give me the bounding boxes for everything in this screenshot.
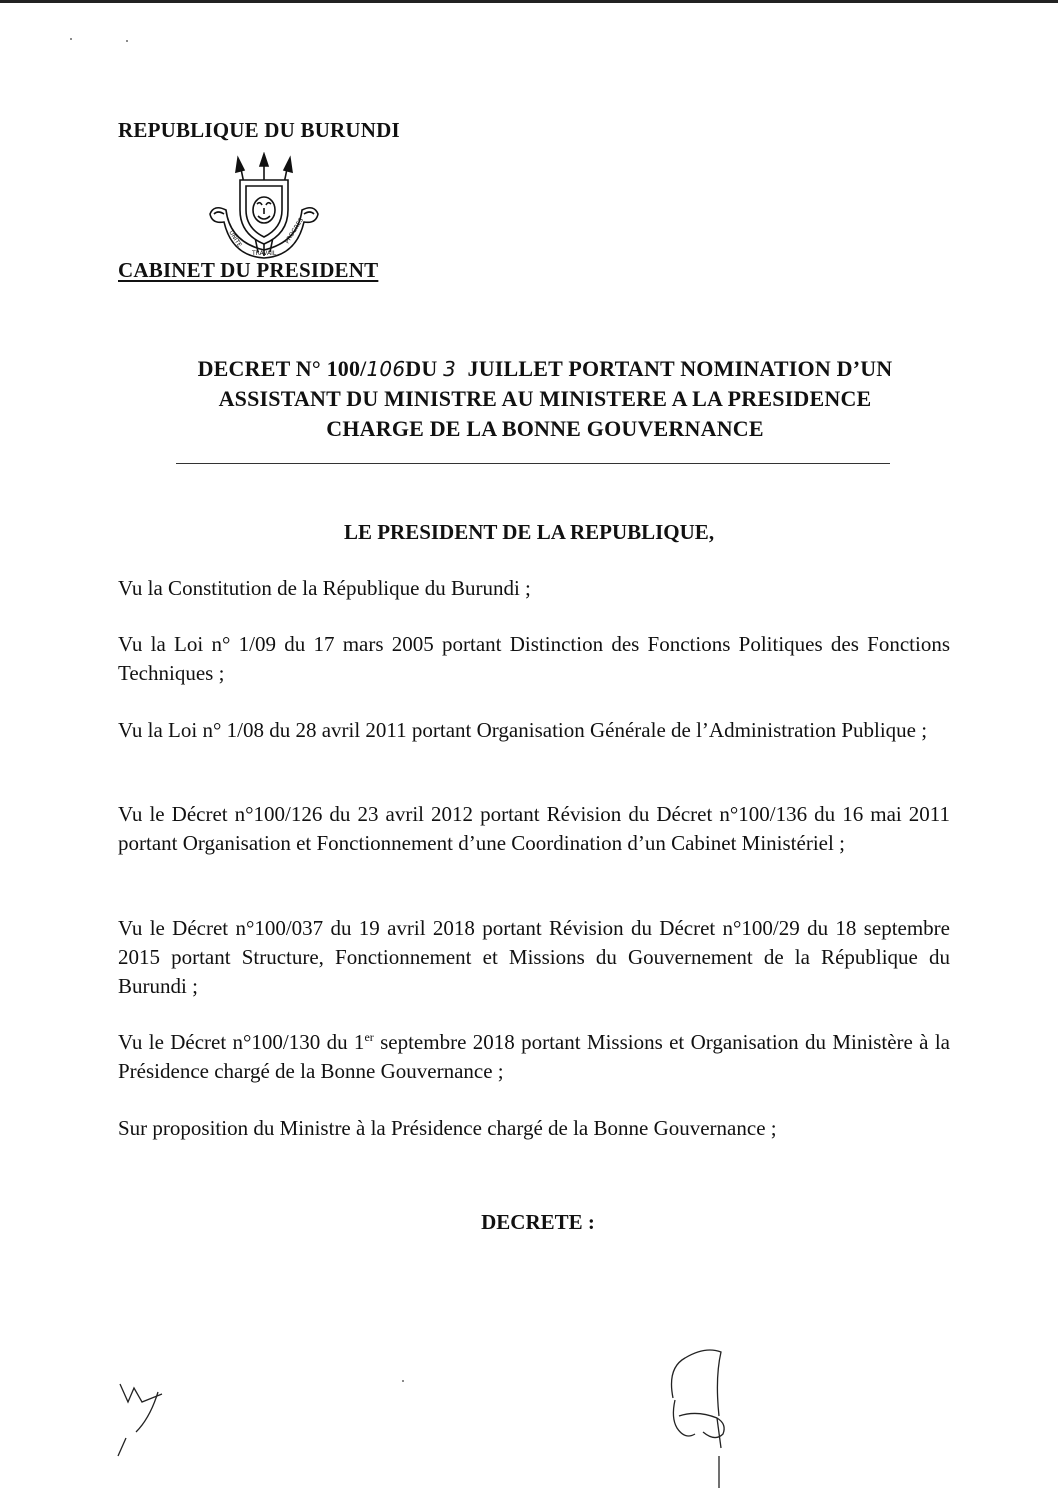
decree-du: DU [405, 356, 438, 381]
republic-heading: REPUBLIQUE DU BURUNDI [118, 118, 400, 142]
decree-title-line-2: ASSISTANT DU MINISTRE AU MINISTERE A LA PRESIDENCE [218, 386, 872, 411]
svg-text:UNITE: UNITE [227, 229, 243, 249]
recital-law-1-08: Vu la Loi n° 1/08 du 28 avril 2011 portant Organisation Générale de l’Administration Publique ; [118, 718, 928, 742]
coat-of-arms-emblem [200, 152, 328, 264]
recital-proposal: Sur proposition du Ministre à la Présidence chargé de la Bonne Gouvernance ; [118, 1116, 777, 1140]
decree-title-line-1 [110, 354, 980, 384]
decree-number-prefix: DECRET N° 100/ [197, 356, 367, 381]
recital-decree-100-126: Vu le Décret n°100/126 du 23 avril 2012 portant Révision du Décret n°100/136 du 16 mai 2011 portant Organisation et Fonctionnement d’une Coordination d’un Cabinet Ministériel ; [118, 802, 950, 855]
title-divider [176, 463, 890, 464]
decree-day-handwritten: 3 [443, 357, 457, 381]
recital-decree-100-130-end: septembre 2018 portant Missions et Organisation du Ministère à la Présidence chargé de la Bonne Gouvernance ; [118, 1030, 950, 1083]
svg-text:TRAVAIL: TRAVAIL [252, 250, 277, 257]
recital-constitution: Vu la Constitution de la République du Burundi ; [118, 576, 531, 600]
recital-decree-100-130-start: Vu le Décret n°100/130 du 1 [118, 1030, 365, 1054]
cabinet-heading: CABINET DU PRESIDENT [118, 258, 379, 282]
initials-left-mark [112, 1378, 172, 1463]
decree-title [110, 354, 980, 444]
recital-decree-100-037: Vu le Décret n°100/037 du 19 avril 2018 portant Révision du Décret n°100/29 du 18 septembre 2015 portant Structure, Fonctionnement et Missions du Gouvernement de la République du Burundi ; [118, 916, 950, 998]
decrete-heading: DECRETE : [481, 1210, 595, 1234]
recital-decree-100-130 [118, 1028, 950, 1086]
svg-text:PROGRES: PROGRES [283, 216, 306, 246]
signature-initials-mark [655, 1338, 745, 1493]
decree-title-line-1-rest: JUILLET PORTANT NOMINATION D’UN [467, 356, 893, 381]
scan-speck [126, 40, 128, 42]
coat-of-arms-icon [200, 152, 328, 264]
decree-number-handwritten: 106 [366, 357, 406, 381]
scan-speck [70, 38, 72, 40]
scan-speck [402, 1380, 404, 1382]
ordinal-superscript: er [364, 1030, 374, 1044]
scan-top-edge [0, 0, 1058, 3]
preamble-heading: LE PRESIDENT DE LA REPUBLIQUE, [343, 520, 715, 544]
recital-law-1-09: Vu la Loi n° 1/09 du 17 mars 2005 portant Distinction des Fonctions Politiques des Fonctions Techniques ; [118, 632, 950, 685]
decree-title-line-3: CHARGE DE LA BONNE GOUVERNANCE [326, 416, 764, 441]
